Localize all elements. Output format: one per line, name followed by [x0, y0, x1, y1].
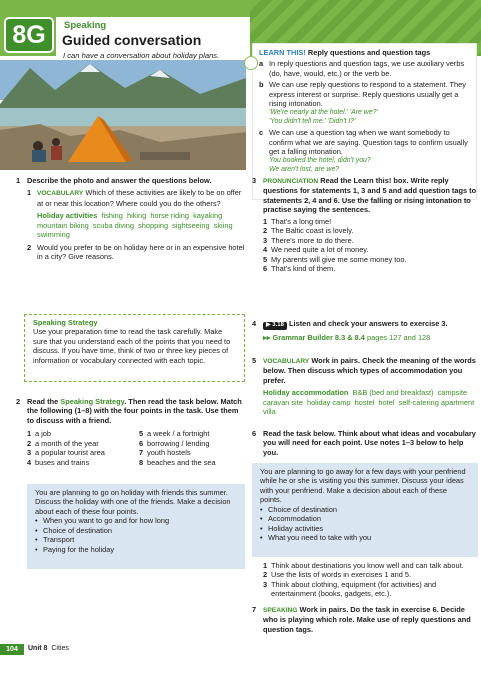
exercise-1-instruction: Describe the photo and answer the questions below.: [27, 176, 212, 185]
statement-item-number: 6: [263, 264, 268, 274]
audio-track-icon[interactable]: ▶ 3.18: [263, 322, 287, 330]
task-bullet: [35, 516, 237, 525]
statement-item-number: 5: [263, 254, 268, 264]
exercise-1: 1 Describe the photo and answer the questions below. 1 VOCABULARY Which of these activities are likely to be on offer at or near this location? Where could you do the others? Holiday activities fishing hiking horse riding kayaking mountain biking scuba diving shopping sightseeing skiing swimming 2 Would you prefer to be on holiday here or in an expensive hotel in a city? Give reasons.: [16, 176, 245, 262]
match-item-number: 1: [27, 429, 32, 439]
task-bullet-text: What you need to take with you: [268, 533, 372, 543]
bullet-icon: •: [35, 516, 38, 526]
lightbulb-icon: [244, 56, 258, 70]
task-1-intro: You are planning to go on holiday with friends this summer. Discuss the holiday with one of the friends. Make a decision about each of these four points.: [35, 488, 231, 516]
note-item: [263, 561, 478, 570]
section-label: Speaking: [64, 20, 107, 31]
match-item: [27, 429, 139, 438]
exercise-6: 6 Read the task below. Think about what ideas and vocabulary you will need for each point. Use notes 1–3 below to help you.: [252, 429, 478, 457]
learn-example: You booked the hotel, didn't you?: [269, 156, 371, 164]
note-item-text: Think about clothing, equipment (for activities) and entertainment (books, gadgets, etc.).: [271, 579, 437, 599]
match-item-number: 4: [27, 457, 32, 467]
note-item-number: 3: [263, 579, 268, 589]
exercise-2-instruction: Read the Speaking Strategy. Then read the task below. Match the following (1–8) with the four points in the task. Use them to discuss with a friend.: [27, 397, 242, 425]
exercise-3-instruction: PRONUNCIATION Read the Learn this! box. Write reply questions for statements 1, 3 and 5 and add question tags to statements 2, 4 and 6. Use the falling or rising intonation to practise saying the sentences.: [263, 176, 477, 215]
match-item-text: borrowing / lending: [147, 438, 210, 448]
statement-item: [263, 217, 478, 226]
speaking-strategy-box: [24, 314, 245, 382]
task-bullet-text: Accommodation: [268, 514, 321, 524]
exercise-3: 3 PRONUNCIATION Read the Learn this! box. Write reply questions for statements 1, 3 and 5 and add question tags to statements 2, 4 and 6. Use the falling or rising intonation to practise saying the sentences. 1 That's a long time! 2 The Baltic coast is lovely. 3 There's more to do there. 4 We need quite a lot of money. 5 My parents will give me some money too. 6 That's kind of them.: [252, 176, 477, 274]
match-item: [27, 439, 139, 448]
task-box-1: [27, 484, 245, 569]
task-box-2: [252, 463, 478, 557]
statement-item: [263, 245, 478, 254]
task-bullet-text: Paying for the holiday: [43, 544, 115, 554]
task-bullet: [35, 526, 237, 535]
task-bullet-text: Choice of destination: [43, 525, 113, 535]
match-item-text: buses and trains: [35, 457, 90, 467]
match-item: [139, 429, 245, 438]
statement-item-number: 2: [263, 226, 268, 236]
match-item-text: beaches and the sea: [147, 457, 216, 467]
learn-item-c: c We can use a question tag when we want somebody to confirm what we are saying. Question tags to confirm usually get a falling intonation. You booked the hotel, didn't you? We aren't lost, are we?: [259, 128, 470, 174]
bullet-icon: •: [35, 544, 38, 554]
match-item: [139, 439, 245, 448]
unit-label: Unit 8 Cities: [28, 645, 69, 652]
note-item: [263, 580, 478, 599]
exercise-4-instruction: ▶ 3.18 Listen and check your answers to exercise 3.: [263, 319, 478, 330]
accommodation-list: Holiday accommodation B&B (bed and breakfast) campsite caravan site holiday camp hostel hotel self-catering apartment villa: [263, 388, 479, 417]
statement-item: [263, 255, 478, 264]
statement-item-text: That's a long time!: [271, 216, 332, 226]
exercise-6-instruction: Read the task below. Think about what ideas and vocabulary you will need for each point. Use notes 1–3 below to help you.: [263, 429, 476, 457]
learn-item-b: b We can use reply questions to respond to a statement. They express interest or surprise. Reply questions usually get a rising intonation. 'We're nearly at the hotel.' 'Are we?' 'You didn't tell me.' 'Didn't I?': [259, 80, 470, 126]
statement-item-text: There's more to do there.: [271, 235, 354, 245]
learn-example: We aren't lost, are we?: [269, 165, 340, 173]
activities-list: Holiday activities fishing hiking horse riding kayaking mountain biking scuba diving shopping sightseeing skiing swimming: [37, 211, 237, 240]
exercise-7-instruction: SPEAKING Work in pairs. Do the task in exercise 6. Decide who is playing which role. Make use of reply questions and question tags.: [263, 605, 471, 634]
exercise-1-question-2: 2 Would you prefer to be on holiday here or in an expensive hotel in a city? Give reasons.: [27, 242, 245, 262]
task-bullet-text: When you want to go and for how long: [43, 516, 170, 526]
task-bullet: [260, 533, 470, 542]
camping-photo: [0, 60, 246, 170]
match-item: [139, 458, 245, 467]
match-item-number: 3: [27, 448, 32, 458]
task-bullet-text: Transport: [43, 535, 75, 545]
exercise-1-question-1: 1 VOCABULARY Which of these activities are likely to be on offer at or near this location? Where could you do the others?: [27, 188, 242, 208]
task-2-intro: You are planning to go away for a few days with your penfriend while he or she is visiting you this summer. Discuss your ideas with your penfriend. Make a decision about each of these points.: [260, 467, 466, 505]
statement-item-number: 1: [263, 216, 268, 226]
match-item-text: a popular tourist area: [35, 448, 105, 458]
page-title: Guided conversation: [62, 32, 202, 48]
note-item-text: Use the lists of words in exercises 1 and 5.: [271, 570, 412, 580]
match-item-text: a week / a fortnight: [147, 429, 210, 439]
task-bullet: [260, 514, 470, 523]
bullet-icon: •: [260, 523, 263, 533]
learn-example: 'You didn't tell me.' 'Didn't I?': [269, 117, 356, 125]
exercise-5-instruction: VOCABULARY Work in pairs. Check the meaning of the words below. Then discuss which types of accommodation you prefer.: [263, 356, 476, 385]
strategy-title: Speaking Strategy: [33, 318, 98, 327]
statement-item-number: 4: [263, 245, 268, 255]
match-item-number: 8: [139, 457, 144, 467]
grammar-builder-link[interactable]: ▸▸ Grammar Builder 8.3 & 8.4 pages 127 and 128: [263, 332, 431, 342]
task-bullet-text: Holiday activities: [268, 523, 324, 533]
learn-item-a: a In reply questions and question tags, we use auxiliary verbs (do, have, would, etc.) or the verb be.: [259, 59, 465, 78]
exercise-2: 2 Read the Speaking Strategy. Then read the task below. Match the following (1–8) with the four points in the task. Use them to discuss with a friend. 1 a job 2 a month of the year 3 a popular tourist area 4 buses and trains 5 a week / a fortnight 6 borrowing / lending 7 youth hostels 8 beaches and the sea: [27, 397, 245, 467]
statement-item-number: 3: [263, 235, 268, 245]
match-item: [27, 448, 139, 457]
learn-example: 'We're nearly at the hotel.' 'Are we?': [269, 108, 378, 116]
exercise-4: 4 ▶ 3.18 Listen and check your answers to exercise 3. ▸▸ Grammar Builder 8.3 & 8.4 pages 127 and 128: [252, 319, 478, 342]
statement-item: [263, 264, 478, 273]
statement-item-text: My parents will give me some money too.: [271, 254, 407, 264]
bullet-icon: •: [35, 525, 38, 535]
match-item-number: 2: [27, 438, 32, 448]
task-bullet: [35, 535, 237, 544]
match-item: [139, 448, 245, 457]
page-subtitle: I can have a conversation about holiday plans.: [63, 51, 220, 60]
statement-item-text: That's kind of them.: [271, 264, 336, 274]
match-item-number: 6: [139, 438, 144, 448]
match-item: [27, 458, 139, 467]
exercise-7: 7 SPEAKING Work in pairs. Do the task in exercise 6. Decide who is playing which role. Make use of reply questions and question tags.: [252, 605, 478, 634]
note-item-number: 2: [263, 570, 268, 580]
strategy-text: Use your preparation time to read the task carefully. Make sure that you understand each of the points that you need to discuss. If you have time, think of two or three key pieces of information or vocabulary connected with each topic.: [33, 327, 231, 365]
task-bullet-text: Choice of destination: [268, 504, 338, 514]
task-bullet: [260, 505, 470, 514]
bullet-icon: •: [260, 533, 263, 543]
task-bullet: [35, 545, 237, 554]
statement-item-text: We need quite a lot of money.: [271, 245, 369, 255]
bullet-icon: •: [260, 514, 263, 524]
match-item-number: 5: [139, 429, 144, 439]
match-item-text: a month of the year: [35, 438, 99, 448]
note-item-number: 1: [263, 561, 268, 570]
bullet-icon: •: [260, 504, 263, 514]
statement-item-text: The Baltic coast is lovely.: [271, 226, 354, 236]
note-item-text: Think about destinations you know well and can talk about.: [271, 561, 464, 570]
notes-list: [252, 561, 478, 599]
match-item-text: youth hostels: [147, 448, 191, 458]
match-item-number: 7: [139, 448, 144, 458]
exercise-5: 5 VOCABULARY Work in pairs. Check the meaning of the words below. Then discuss which types of accommodation you prefer. Holiday accommodation B&B (bed and breakfast) campsite caravan site holiday camp hostel hotel self-catering apartment villa: [252, 356, 479, 417]
statement-item: [263, 236, 478, 245]
lesson-badge: 8G: [4, 17, 54, 53]
note-item: [263, 570, 478, 579]
match-item-text: a job: [35, 429, 52, 439]
match-list: [27, 429, 245, 467]
page-number: 104: [0, 644, 24, 655]
task-bullet: [260, 524, 470, 533]
bullet-icon: •: [35, 535, 38, 545]
learn-this-heading: LEARN THIS! Reply questions and question tags: [259, 48, 431, 57]
statement-item: [263, 226, 478, 235]
